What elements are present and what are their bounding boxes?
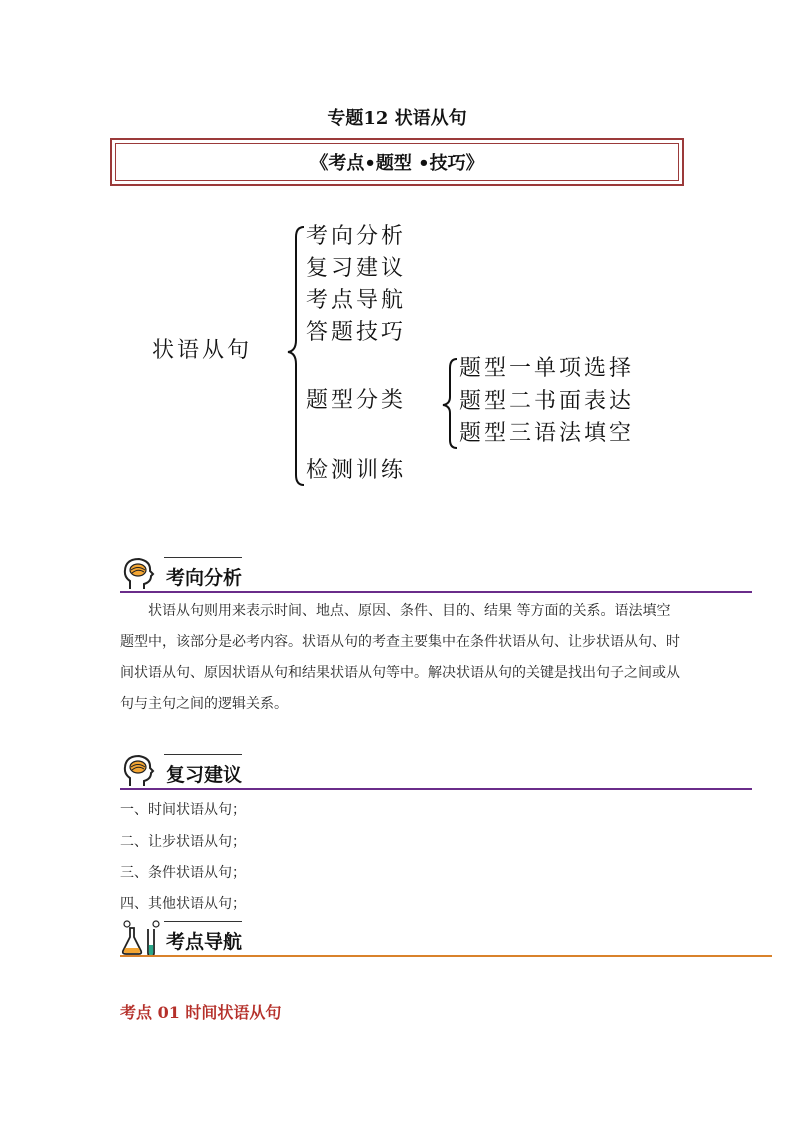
branch-kaodian: 考点导航 [306, 288, 407, 313]
paragraph-line: 间状语从句、原因状语从句和结果状语从句等中。解决状语从句的关键是找出句子之间或从 [120, 665, 680, 681]
branch-dati: 答题技巧 [306, 320, 407, 345]
kaodian-subheading: 考点 01 时间状语从句 [120, 1003, 282, 1022]
branch-tixing: 题型分类 [306, 388, 407, 413]
section-rule [120, 955, 772, 957]
main-brace [288, 227, 304, 485]
mind-map-root: 状语从句 [152, 338, 253, 363]
section-title: 考向分析 [166, 567, 243, 589]
branch-jiance: 检测训练 [306, 458, 407, 483]
section-heading-kaodian [120, 919, 772, 965]
paragraph-line: 句与主句之间的逻辑关系。 [120, 696, 288, 712]
paragraph-line: 状语从句则用来表示时间、地点、原因、条件、目的、结果 等方面的关系。语法填空 [148, 603, 671, 619]
head-brain-icon [120, 555, 156, 595]
sub-branch-3: 题型三语法填空 [459, 421, 635, 446]
subtitle-text: 《考点•题型 •技巧》 [115, 143, 679, 181]
branch-kaoxiang: 考向分析 [306, 224, 407, 249]
list-item: 二、让步状语从句； [120, 834, 246, 850]
sub-branch-2: 题型二书面表达 [459, 389, 635, 414]
head-brain-icon [120, 752, 156, 792]
lab-flask-icon [120, 919, 162, 957]
kaoxiang-paragraph [120, 596, 680, 720]
heading-top-rule [164, 557, 242, 558]
sub-branch-1: 题型一单项选择 [459, 356, 635, 381]
sub-brace [443, 359, 457, 448]
heading-top-rule [164, 754, 242, 755]
paragraph-line: 题型中，该部分是必考内容。状语从句的考查主要集中在条件状语从句、让步状语从句、时 [120, 634, 680, 650]
heading-top-rule [164, 921, 242, 922]
list-item: 四、其他状语从句； [120, 896, 246, 912]
document-title: 专题12 状语从句 [327, 108, 467, 129]
section-title: 复习建议 [166, 764, 243, 786]
section-heading-fuxi [120, 752, 752, 800]
section-rule [120, 591, 752, 593]
list-item: 三、条件状语从句； [120, 865, 246, 881]
branch-fuxi: 复习建议 [306, 256, 407, 281]
section-title: 考点导航 [166, 931, 243, 953]
section-rule [120, 788, 752, 790]
mind-map [0, 0, 794, 520]
list-item: 一、时间状语从句； [120, 802, 246, 818]
